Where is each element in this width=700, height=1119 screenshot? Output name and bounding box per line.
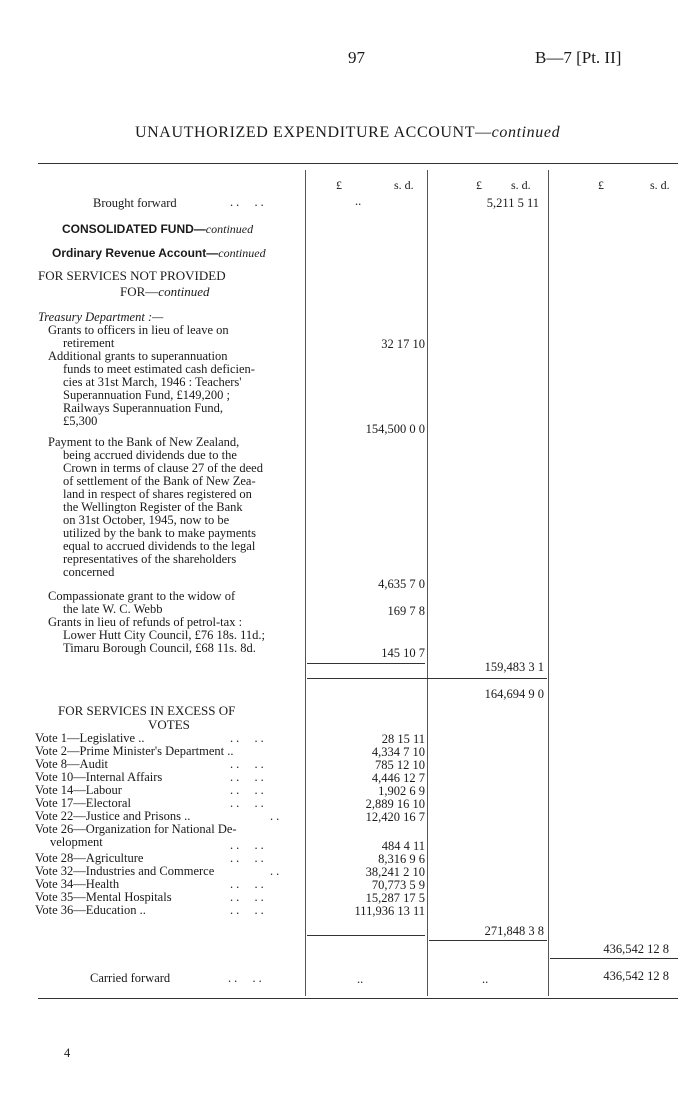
leader-dots: .. .. <box>230 890 267 904</box>
vote-label: Vote 36—Education .. <box>35 903 146 917</box>
vote-label: Vote 28—Agriculture <box>35 851 144 865</box>
column-divider-2 <box>427 170 428 996</box>
account-heading-main: Ordinary Revenue Account— <box>52 246 219 260</box>
services-not-provided-heading: FOR SERVICES NOT PROVIDED <box>38 268 226 283</box>
item5-amount: 145 10 7 <box>381 646 425 660</box>
carried-forward-col2: .. <box>482 972 489 986</box>
vote-label: Vote 35—Mental Hospitals <box>35 890 172 904</box>
vote-amount: 4,334 7 10 <box>371 745 425 759</box>
leader-dots: .. .. <box>230 195 267 209</box>
services-not-provided-heading-2 <box>120 286 210 298</box>
vote-amount: 8,316 9 6 <box>378 852 425 866</box>
fund-heading <box>62 222 253 237</box>
col3-total-rule <box>550 958 678 959</box>
item3-line5: land in respect of shares registered on <box>63 487 252 501</box>
vote-label: Vote 17—Electoral <box>35 796 131 810</box>
page-title-continued: continued <box>491 124 561 141</box>
vote-label: Vote 32—Industries and Commerce <box>35 864 215 878</box>
vote-label: Vote 10—Internal Affairs <box>35 770 163 784</box>
page-number: 97 <box>348 48 365 67</box>
col3-sd-header: s. d. <box>650 178 670 192</box>
leader-dots: .. .. <box>230 851 267 865</box>
leader-dots: .. .. <box>230 731 267 745</box>
item3-amount: 4,635 7 0 <box>378 577 425 591</box>
services-not-provided-continued: continued <box>158 284 210 299</box>
vote-amount: 2,889 16 10 <box>365 797 425 811</box>
leader-dots: .. .. <box>230 757 267 771</box>
col3-pound-header: £ <box>598 178 604 192</box>
vote-amount: 484 4 11 <box>381 839 425 853</box>
leader-dots: .. <box>270 809 283 823</box>
col2-pound-header: £ <box>476 178 482 192</box>
column-divider-1 <box>305 170 306 996</box>
item2-line5: Railways Superannuation Fund, <box>63 401 224 415</box>
vote-label: Vote 14—Labour <box>35 783 122 797</box>
brought-forward-col2: 5,211 5 11 <box>486 196 539 210</box>
excess-heading-2: VOTES <box>148 717 190 732</box>
item3-line9: equal to accrued dividends to the legal <box>63 539 256 553</box>
vote-label: velopment <box>50 835 103 849</box>
leader-dots: .. <box>270 864 283 878</box>
leader-dots: .. .. <box>230 796 267 810</box>
item3-line3: Crown in terms of clause 27 of the deed <box>63 461 263 475</box>
item3-line7: on 31st October, 1945, now to be <box>63 513 230 527</box>
running-total-rule <box>307 678 547 679</box>
leader-dots: .. .. <box>230 838 267 852</box>
leader-dots: .. .. <box>230 770 267 784</box>
vote-amount: 4,446 12 7 <box>371 771 425 785</box>
item3-line10: representatives of the shareholders <box>63 552 237 566</box>
leader-dots: .. .. <box>228 971 265 985</box>
vote-amount: 785 12 10 <box>375 758 425 772</box>
item5-line3: Timaru Borough Council, £68 11s. 8d. <box>63 641 256 655</box>
leader-dots: .. .. <box>230 903 267 917</box>
vote-label: Vote 26—Organization for National De- <box>35 822 237 836</box>
treasury-subtotal: 159,483 3 1 <box>484 660 544 674</box>
item2-line3: cies at 31st March, 1946 : Teachers' <box>63 375 242 389</box>
page-title-main: UNAUTHORIZED EXPENDITURE ACCOUNT— <box>135 124 492 141</box>
account-heading <box>52 246 266 261</box>
vote-label: Vote 34—Health <box>35 877 120 891</box>
vote-amount: 70,773 5 9 <box>371 878 425 892</box>
vote-label: Vote 22—Justice and Prisons .. <box>35 809 191 823</box>
bottom-rule <box>38 998 678 999</box>
col1-subtotal-rule <box>307 663 425 664</box>
item4-amount: 169 7 8 <box>387 604 425 618</box>
col1-sd-header: s. d. <box>394 178 414 192</box>
item4-line1: Compassionate grant to the widow of <box>48 589 236 603</box>
item2-amount: 154,500 0 0 <box>365 422 425 436</box>
item3-line6: the Wellington Register of the Bank <box>63 500 243 514</box>
leader-dots: .. .. <box>230 877 267 891</box>
item4-line2: the late W. C. Webb <box>63 602 163 616</box>
vote-amount: 15,287 17 5 <box>365 891 425 905</box>
page-title <box>135 124 560 142</box>
vote-amount: 38,241 2 10 <box>365 865 425 879</box>
fund-heading-continued: continued <box>205 222 254 236</box>
item2-line1: Additional grants to superannuation <box>48 349 228 363</box>
treasury-department-label: Treasury Department :— <box>38 310 164 324</box>
brought-forward-label: Brought forward <box>93 196 177 210</box>
carried-forward-col1: .. <box>357 972 364 986</box>
grand-total: 436,542 12 8 <box>603 942 669 956</box>
account-heading-continued: continued <box>218 246 266 260</box>
footer-page-mark: 4 <box>64 1046 71 1060</box>
excess-heading: FOR SERVICES IN EXCESS OF <box>58 703 236 718</box>
vote-label: Vote 2—Prime Minister's Department .. <box>35 744 234 758</box>
col2-sd-header: s. d. <box>511 178 531 192</box>
item2-line6: £5,300 <box>63 414 98 428</box>
vote-label: Vote 1—Legislative .. <box>35 731 145 745</box>
vote-amount: 111,936 13 11 <box>354 904 425 918</box>
top-rule <box>38 163 678 164</box>
carried-forward-col3: 436,542 12 8 <box>603 969 669 983</box>
col1-pound-header: £ <box>336 178 342 192</box>
vote-amount: 28 15 11 <box>381 732 425 746</box>
vote-amount: 12,420 16 7 <box>365 810 425 824</box>
vote-amount: 1,902 6 9 <box>378 784 425 798</box>
item1-line2: retirement <box>63 336 115 350</box>
col1-votes-rule <box>307 935 425 936</box>
fund-heading-main: CONSOLIDATED FUND— <box>62 222 206 236</box>
document-reference: B—7 [Pt. II] <box>535 48 622 67</box>
item2-line4: Superannuation Fund, £149,200 ; <box>63 388 231 402</box>
item3-line11: concerned <box>63 565 115 579</box>
item2-line2: funds to meet estimated cash deficien- <box>63 362 255 376</box>
item1-amount: 32 17 10 <box>381 337 425 351</box>
brought-forward-col1: .. <box>355 194 362 208</box>
item5-line1: Grants in lieu of refunds of petrol-tax : <box>48 615 243 629</box>
item3-line4: of settlement of the Bank of New Zea- <box>63 474 256 488</box>
column-divider-3 <box>548 170 549 996</box>
item3-line8: utilized by the bank to make payments <box>63 526 257 540</box>
treasury-department-heading <box>38 311 163 323</box>
votes-subtotal: 271,848 3 8 <box>484 924 544 938</box>
carried-forward-label: Carried forward <box>90 971 171 985</box>
item1-line1: Grants to officers in lieu of leave on <box>48 323 229 337</box>
running-total: 164,694 9 0 <box>484 687 544 701</box>
col2-votes-rule <box>429 940 547 941</box>
vote-label: Vote 8—Audit <box>35 757 109 771</box>
item5-line2: Lower Hutt City Council, £76 18s. 11d.; <box>63 628 265 642</box>
services-not-provided-for: FOR— <box>120 284 159 299</box>
item3-line1: Payment to the Bank of New Zealand, <box>48 435 240 449</box>
leader-dots: .. .. <box>230 783 267 797</box>
item3-line2: being accrued dividends due to the <box>63 448 237 462</box>
